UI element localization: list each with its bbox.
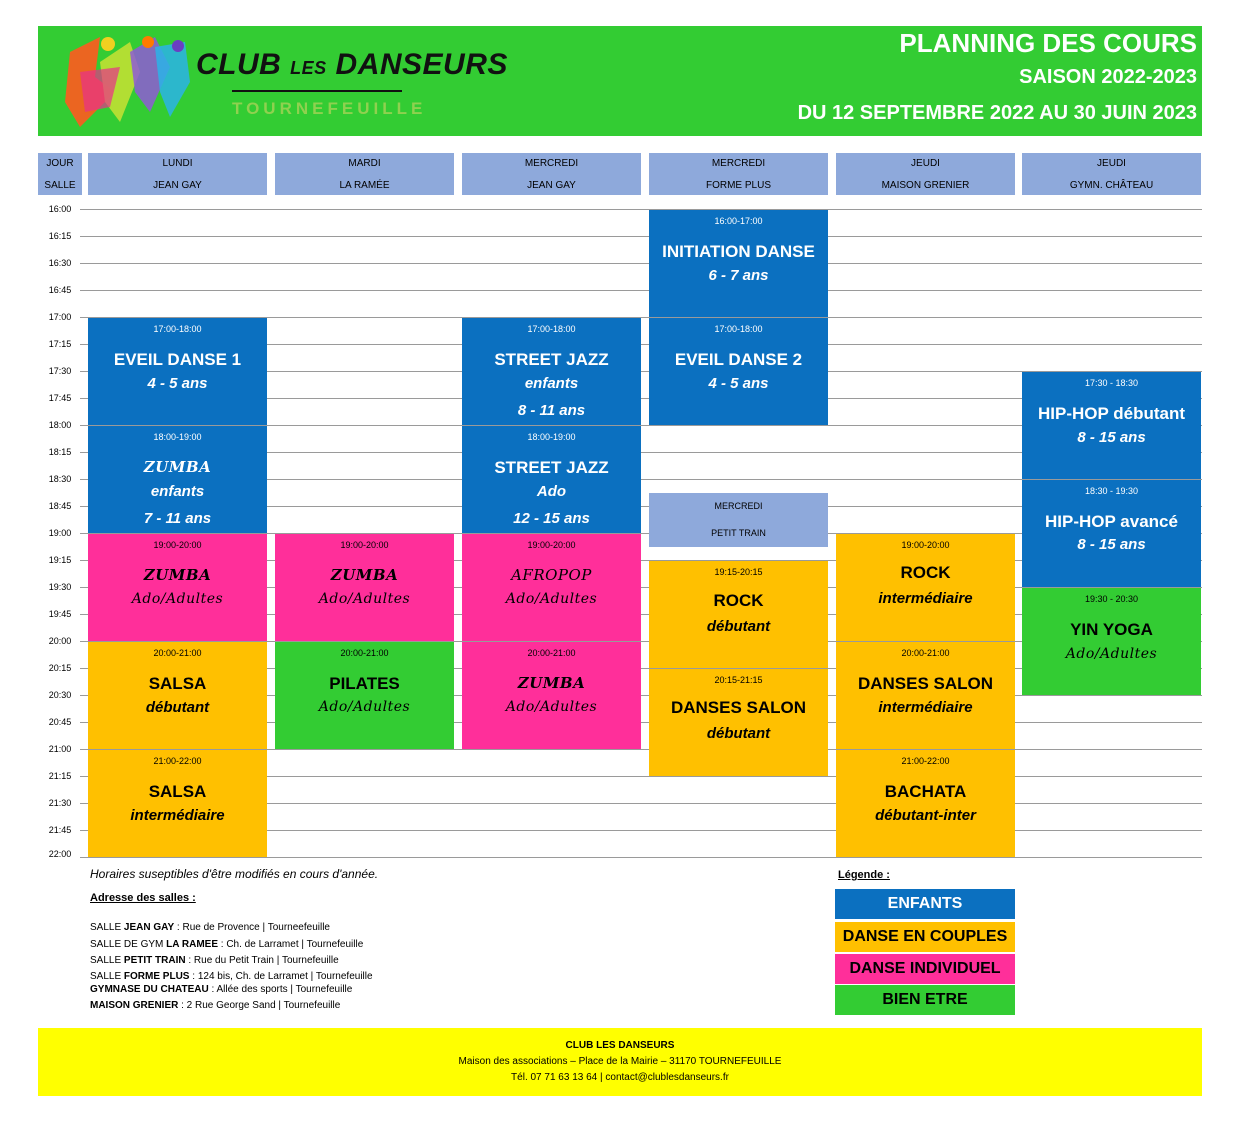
- course-lundi-salsa-debutant: [88, 642, 267, 749]
- address-prefix: SALLE: [90, 955, 124, 966]
- course-mercredi-afropop: [462, 534, 641, 641]
- course-level: Ado/Adultes: [131, 591, 224, 607]
- course-time: 21:00-22:00: [901, 756, 950, 766]
- page-title: PLANNING DES COURS: [899, 28, 1197, 58]
- time-label: 21:00: [48, 744, 72, 754]
- course-time: 17:00-18:00: [714, 324, 763, 334]
- course-level: Ado/Adultes: [318, 591, 411, 607]
- course-time: 17:30 - 18:30: [1084, 378, 1139, 388]
- schedule-disclaimer: Horaires suseptibles d'être modifiés en cours d'année.: [90, 867, 379, 881]
- course-time: 20:00-21:00: [153, 648, 202, 658]
- course-title: INITIATION DANSE: [662, 242, 815, 261]
- column-room: FORME PLUS: [705, 180, 771, 191]
- course-lundi-zumba-enfants: [88, 426, 267, 533]
- course-level: intermédiaire: [878, 590, 973, 607]
- legend-enfants: ENFANTS: [835, 889, 1015, 919]
- address-room: JEAN GAY: [123, 922, 175, 933]
- time-label: 18:30: [48, 474, 72, 484]
- season-label: SAISON 2022-2023: [1019, 66, 1197, 88]
- column-header-mercredi-forme-plus: [649, 153, 828, 195]
- time-label: 19:45: [48, 609, 72, 619]
- time-label: 21:45: [48, 825, 72, 835]
- course-level: 6 - 7 ans: [708, 267, 769, 284]
- time-label: 19:00: [48, 528, 72, 538]
- course-time: 18:00-19:00: [527, 432, 576, 442]
- address-room: FORME PLUS: [123, 971, 190, 982]
- time-label: 20:45: [48, 717, 72, 727]
- course-time: 20:00-21:00: [527, 648, 576, 658]
- time-label: 16:15: [48, 231, 72, 241]
- course-level: débutant: [706, 725, 771, 742]
- course-time: 18:30 - 19:30: [1084, 486, 1139, 496]
- address-line: [90, 922, 330, 933]
- course-time: 19:00-20:00: [901, 540, 950, 550]
- grid-line: [80, 209, 1202, 210]
- course-title: STREET JAZZ: [494, 458, 609, 477]
- time-label: 18:15: [48, 447, 72, 457]
- address-line: [90, 971, 373, 982]
- course-mercredi-zumba: [462, 642, 641, 749]
- course-title: ROCK: [713, 591, 764, 610]
- address-room: LA RAMEE: [166, 939, 218, 950]
- course-title: ZUMBA: [330, 566, 399, 584]
- address-detail: : 2 Rue George Sand | Tournefeuille: [178, 1000, 341, 1011]
- course-mardi-pilates: [275, 642, 454, 749]
- course-title: HIP-HOP débutant: [1037, 404, 1186, 423]
- sub-header-petit-train: [649, 493, 828, 547]
- course-lundi-eveil-danse-1: [88, 318, 267, 425]
- header-corner: [38, 153, 82, 195]
- course-level: 8 - 15 ans: [1077, 429, 1146, 446]
- course-level: intermédiaire: [878, 699, 973, 716]
- course-title: DANSES SALON: [857, 674, 994, 693]
- course-title: STREET JAZZ: [494, 350, 609, 369]
- legend-bien-etre: BIEN ETRE: [835, 985, 1015, 1015]
- course-lundi-zumba-adultes: [88, 534, 267, 641]
- course-title: HIP-HOP avancé: [1045, 512, 1178, 531]
- time-label: 17:15: [48, 339, 72, 349]
- course-time: 19:15-20:15: [714, 567, 763, 577]
- course-time: 17:00-18:00: [527, 324, 576, 334]
- grid-line: [80, 857, 1202, 858]
- logo-word-club: CLUB: [196, 48, 282, 81]
- address-prefix: SALLE DE GYM: [90, 939, 167, 950]
- course-level: Ado: [536, 483, 567, 500]
- column-room: GYMN. CHÂTEAU: [1069, 180, 1154, 191]
- course-title: DANSES SALON: [670, 698, 807, 717]
- address-room: GYMNASE DU CHATEAU: [90, 984, 209, 995]
- column-room: PETIT TRAIN: [711, 528, 766, 538]
- time-label: 17:00: [48, 312, 72, 322]
- grid-line: [80, 263, 1202, 264]
- time-label: 22:00: [48, 849, 72, 859]
- column-header-jeudi-maison-grenier: [836, 153, 1015, 195]
- column-header-lundi: [88, 153, 267, 195]
- course-level: intermédiaire: [130, 807, 225, 824]
- course-level: Ado/Adultes: [1065, 646, 1158, 662]
- course-title: AFROPOP: [511, 566, 592, 584]
- course-level: enfants: [524, 375, 579, 392]
- course-level: Ado/Adultes: [505, 699, 598, 715]
- course-level: Ado/Adultes: [318, 699, 411, 715]
- course-jeudi-hip-hop-debutant: [1022, 372, 1201, 479]
- label-salle: SALLE: [44, 180, 76, 191]
- course-time: 16:00-17:00: [714, 216, 763, 226]
- footer: [38, 1028, 1202, 1096]
- course-level: débutant-inter: [875, 807, 976, 824]
- course-title: SALSA: [148, 782, 207, 801]
- course-time: 20:15-21:15: [714, 675, 763, 685]
- course-title: ZUMBA: [517, 674, 586, 692]
- footer-address: Maison des associations – Place de la Mairie – 31170 TOURNEFEUILLE: [458, 1056, 782, 1067]
- footer-club-name: CLUB LES DANSEURS: [565, 1040, 675, 1051]
- address-prefix: SALLE: [90, 922, 124, 933]
- grid-line: [80, 236, 1202, 237]
- club-logo-title: [196, 48, 508, 82]
- course-jeudi-hip-hop-avance: [1022, 480, 1201, 587]
- address-line: [90, 939, 363, 950]
- address-room: PETIT TRAIN: [123, 955, 186, 966]
- time-label: 20:15: [48, 663, 72, 673]
- course-time: 17:00-18:00: [153, 324, 202, 334]
- course-mercredi-street-jazz-ado: [462, 426, 641, 533]
- course-level: 8 - 15 ans: [1077, 536, 1146, 553]
- column-day: LUNDI: [162, 158, 193, 169]
- course-lundi-salsa-intermediaire: [88, 750, 267, 857]
- address-detail: : Rue de Provence | Tourneefeuille: [174, 922, 330, 933]
- course-title: PILATES: [329, 674, 400, 693]
- course-level: débutant: [706, 618, 771, 635]
- course-title: EVEIL DANSE 1: [113, 350, 242, 369]
- address-line: [90, 955, 339, 966]
- course-time: 20:00-21:00: [901, 648, 950, 658]
- time-label: 20:30: [48, 690, 72, 700]
- course-title: SALSA: [148, 674, 207, 693]
- column-room: MAISON GRENIER: [881, 180, 970, 191]
- course-time: 21:00-22:00: [153, 756, 202, 766]
- address-detail: : Rue du Petit Train | Tournefeuille: [185, 955, 339, 966]
- course-time: 19:00-20:00: [527, 540, 576, 550]
- course-title: ROCK: [900, 563, 951, 582]
- course-time: 18:00-19:00: [153, 432, 202, 442]
- date-range: DU 12 SEPTEMBRE 2022 AU 30 JUIN 2023: [797, 102, 1197, 124]
- column-day: MERCREDI: [714, 501, 763, 511]
- course-jeudi-bachata: [836, 750, 1015, 857]
- time-label: 19:15: [48, 555, 72, 565]
- column-day: MARDI: [348, 158, 381, 169]
- course-level: Ado/Adultes: [505, 591, 598, 607]
- logo-underline: [232, 90, 402, 92]
- legend-title: Légende :: [838, 869, 890, 881]
- address-line: [90, 1000, 340, 1011]
- address-prefix: SALLE: [90, 971, 124, 982]
- course-age: 12 - 15 ans: [513, 510, 590, 527]
- address-room: MAISON GRENIER: [90, 1000, 179, 1011]
- column-header-mardi: [275, 153, 454, 195]
- footer-contact: Tél. 07 71 63 13 64 | contact@clublesdanseurs.fr: [511, 1072, 729, 1083]
- course-time: 19:00-20:00: [340, 540, 389, 550]
- course-level: débutant: [145, 699, 210, 716]
- logo-word-danseurs: DANSEURS: [335, 48, 508, 81]
- course-mercredi-street-jazz-enfants: [462, 318, 641, 425]
- column-header-jeudi-gymn-chateau: [1022, 153, 1201, 195]
- course-title: YIN YOGA: [1070, 620, 1153, 639]
- logo-word-les: LES: [290, 58, 327, 78]
- course-jeudi-rock-intermediaire: [836, 534, 1015, 641]
- course-time: 19:00-20:00: [153, 540, 202, 550]
- column-day: JEUDI: [911, 158, 940, 169]
- time-label: 17:45: [48, 393, 72, 403]
- course-level: 4 - 5 ans: [147, 375, 208, 392]
- time-label: 16:45: [48, 285, 72, 295]
- time-label: 21:15: [48, 771, 72, 781]
- legend-danse-individuel: DANSE INDIVIDUEL: [835, 954, 1015, 984]
- column-day: JEUDI: [1097, 158, 1126, 169]
- course-mercredi-rock-debutant: [649, 561, 828, 668]
- column-day: MERCREDI: [711, 158, 766, 169]
- time-label: 18:45: [48, 501, 72, 511]
- address-title: Adresse des salles :: [90, 892, 196, 904]
- address-detail: : Ch. de Larramet | Tournefeuille: [218, 939, 364, 950]
- column-day: MERCREDI: [524, 158, 579, 169]
- dancers-logo-icon: [60, 32, 195, 132]
- course-age: 8 - 11 ans: [517, 402, 586, 419]
- course-level: enfants: [150, 483, 205, 500]
- time-label: 17:30: [48, 366, 72, 376]
- course-title: BACHATA: [884, 782, 967, 801]
- course-time: 19:30 - 20:30: [1084, 594, 1139, 604]
- course-mercredi-eveil-danse-2: [649, 318, 828, 425]
- course-time: 20:00-21:00: [340, 648, 389, 658]
- time-label: 21:30: [48, 798, 72, 808]
- column-room: LA RAMÉE: [339, 180, 390, 191]
- course-mercredi-initiation-danse: [649, 210, 828, 317]
- legend-danse-en-couples: DANSE EN COUPLES: [835, 922, 1015, 952]
- column-room: JEAN GAY: [153, 180, 202, 191]
- logo-city: TOURNEFEUILLE: [232, 99, 427, 118]
- time-label: 16:00: [48, 204, 72, 214]
- course-mercredi-danses-salon-debutant: [649, 669, 828, 776]
- grid-line: [80, 290, 1202, 291]
- label-jour: JOUR: [46, 158, 74, 169]
- course-jeudi-yin-yoga: [1022, 588, 1201, 695]
- course-jeudi-danses-salon-intermediaire: [836, 642, 1015, 749]
- time-label: 19:30: [48, 582, 72, 592]
- column-header-mercredi-jean-gay: [462, 153, 641, 195]
- address-detail: : 124 bis, Ch. de Larramet | Tournefeuille: [189, 971, 373, 982]
- address-line: [90, 984, 352, 995]
- address-detail: : Allée des sports | Tournefeuille: [208, 984, 353, 995]
- course-level: 4 - 5 ans: [708, 375, 769, 392]
- time-label: 20:00: [48, 636, 72, 646]
- course-title: ZUMBA: [143, 566, 212, 584]
- time-label: 16:30: [48, 258, 72, 268]
- time-label: 18:00: [48, 420, 72, 430]
- course-title: ZUMBA: [143, 458, 212, 476]
- column-room: JEAN GAY: [527, 180, 576, 191]
- course-age: 7 - 11 ans: [143, 510, 212, 527]
- course-mardi-zumba: [275, 534, 454, 641]
- course-title: EVEIL DANSE 2: [674, 350, 803, 369]
